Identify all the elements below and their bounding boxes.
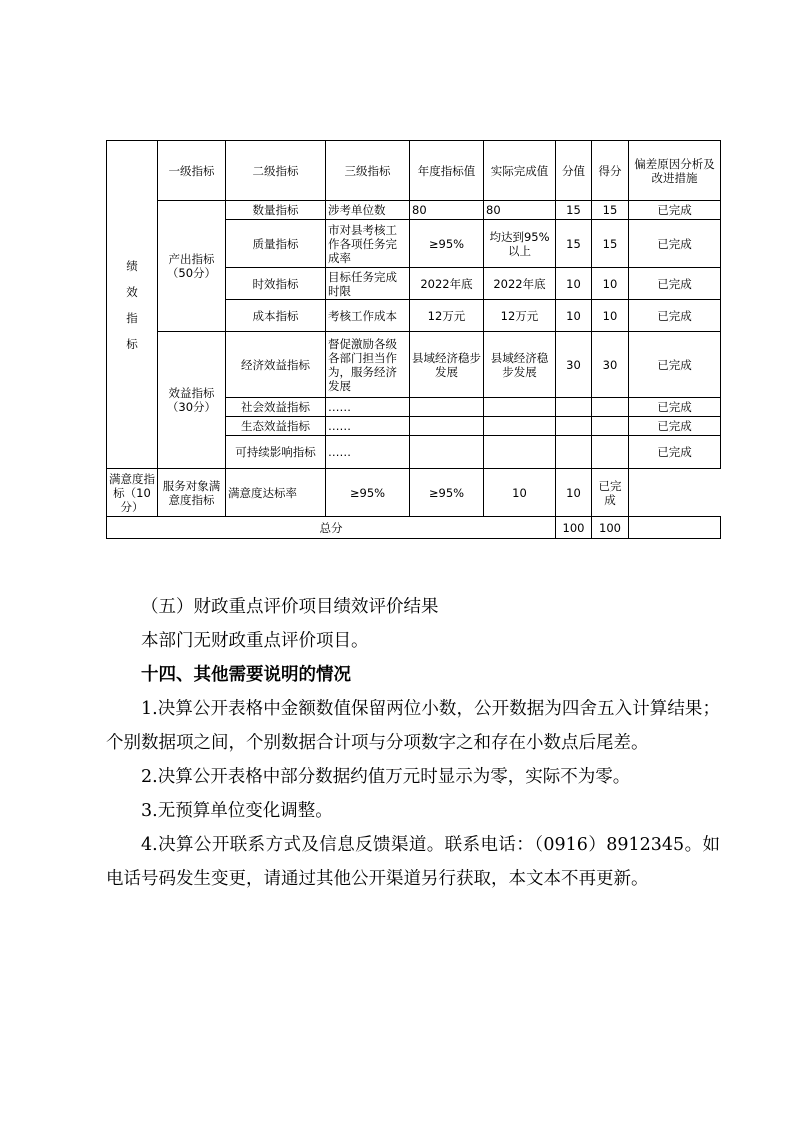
table-cell: 生态效益指标	[226, 417, 326, 436]
table-cell: 2022年底	[484, 268, 556, 300]
table-cell: ≥95%	[326, 469, 410, 517]
table-row	[107, 469, 721, 517]
table-cell: 30	[592, 332, 629, 398]
table-cell: 已完成	[629, 268, 721, 300]
header-cell: 偏差原因分析及改进措施	[629, 141, 721, 201]
vertical-char: 效	[126, 284, 138, 299]
item-4: 4.决算公开联系方式及信息反馈渠道。联系电话：（0916）8912345。如电话号码发生变更，请通过其他公开渠道另行获取，本文本不再更新。	[106, 835, 720, 889]
table-cell: 数量指标	[226, 201, 326, 220]
table-header-row	[107, 141, 721, 201]
header-cell: 实际完成值	[484, 141, 556, 201]
vertical-char: 标	[126, 336, 138, 351]
table-cell: ≥95%	[410, 469, 484, 517]
table-cell: 10	[556, 469, 592, 517]
header-cell: 得分	[592, 141, 629, 201]
header-cell: 三级指标	[326, 141, 410, 201]
total-row	[107, 517, 721, 539]
item-1: 1.决算公开表格中金额数值保留两位小数，公开数据为四舍五入计算结果；个别数据项之间，个别数据合计项与分项数字之和存在小数点后尾差。	[106, 699, 720, 753]
total-label: 总分	[107, 517, 556, 539]
table-vertical-label	[107, 141, 158, 469]
table-cell: 12万元	[484, 300, 556, 332]
table-cell	[592, 398, 629, 417]
table-cell: 质量指标	[226, 220, 326, 268]
heading-14: 十四、其他需要说明的情况	[141, 665, 351, 685]
total-score: 100	[556, 517, 592, 539]
table-cell	[556, 398, 592, 417]
item-3: 3.无预算单位变化调整。	[141, 801, 333, 821]
table-cell	[410, 436, 484, 469]
document-body	[106, 590, 720, 896]
table-cell: 满意度达标率	[226, 469, 326, 517]
vertical-char: 指	[126, 310, 138, 325]
table-cell: 已完成	[592, 469, 629, 517]
table-cell	[484, 436, 556, 469]
header-cell: 二级指标	[226, 141, 326, 201]
table-cell	[410, 417, 484, 436]
table-cell: 时效指标	[226, 268, 326, 300]
table-cell	[556, 417, 592, 436]
table-cell: 已完成	[629, 300, 721, 332]
table-cell: 涉考单位数	[326, 201, 410, 220]
table-cell: 目标任务完成时限	[326, 268, 410, 300]
table-cell: 成本指标	[226, 300, 326, 332]
group-benefit: 效益指标（30分）	[158, 332, 226, 469]
table-cell: 已完成	[629, 201, 721, 220]
table-cell: 县域经济稳步发展	[410, 332, 484, 398]
table-cell: 已完成	[629, 220, 721, 268]
group-output: 产出指标（50分）	[158, 201, 226, 332]
table-cell: 30	[556, 332, 592, 398]
table-cell: ≥95%	[410, 220, 484, 268]
table-cell: 15	[556, 201, 592, 220]
section5-title: （五）财政重点评价项目绩效评价结果	[141, 597, 439, 617]
table-cell: 考核工作成本	[326, 300, 410, 332]
table-cell: ……	[326, 398, 410, 417]
table-cell: 均达到95%以上	[484, 220, 556, 268]
performance-table	[106, 140, 721, 539]
table-cell	[410, 398, 484, 417]
table-cell: 已完成	[629, 417, 721, 436]
table-cell: 12万元	[410, 300, 484, 332]
header-cell: 年度指标值	[410, 141, 484, 201]
table-cell: 社会效益指标	[226, 398, 326, 417]
table-cell: 经济效益指标	[226, 332, 326, 398]
table-cell: 15	[556, 220, 592, 268]
table-cell	[484, 417, 556, 436]
total-got: 100	[592, 517, 629, 539]
table-cell: 80	[410, 201, 484, 220]
header-cell: 一级指标	[158, 141, 226, 201]
section5-text: 本部门无财政重点评价项目。	[141, 631, 369, 651]
group-satisfaction: 满意度指标（10分）	[107, 469, 158, 517]
table-cell: 市对县考核工作各项任务完成率	[326, 220, 410, 268]
table-cell	[592, 417, 629, 436]
table-cell	[556, 436, 592, 469]
table-row	[107, 332, 721, 398]
table-cell: 县域经济稳步发展	[484, 332, 556, 398]
table-cell: 可持续影响指标	[226, 436, 326, 469]
table-cell: 已完成	[629, 398, 721, 417]
table-cell: 已完成	[629, 332, 721, 398]
header-cell: 分值	[556, 141, 592, 201]
table-cell: 10	[484, 469, 556, 517]
table-cell: 10	[592, 300, 629, 332]
table-cell: 2022年底	[410, 268, 484, 300]
table-cell: 15	[592, 201, 629, 220]
table-cell	[484, 398, 556, 417]
vertical-char: 绩	[126, 258, 138, 273]
table-cell: 10	[592, 268, 629, 300]
table-cell: 服务对象满意度指标	[158, 469, 226, 517]
total-remark	[629, 517, 721, 539]
item-2: 2.决算公开表格中部分数据约值万元时显示为零，实际不为零。	[141, 767, 631, 787]
table-cell: ……	[326, 436, 410, 469]
table-cell: 督促激励各级各部门担当作为，服务经济发展	[326, 332, 410, 398]
table-cell: ……	[326, 417, 410, 436]
table-cell	[592, 436, 629, 469]
table-cell: 10	[556, 300, 592, 332]
table-cell: 10	[556, 268, 592, 300]
table-cell: 已完成	[629, 436, 721, 469]
table-row	[107, 201, 721, 220]
table-cell: 15	[592, 220, 629, 268]
table-cell: 80	[484, 201, 556, 220]
